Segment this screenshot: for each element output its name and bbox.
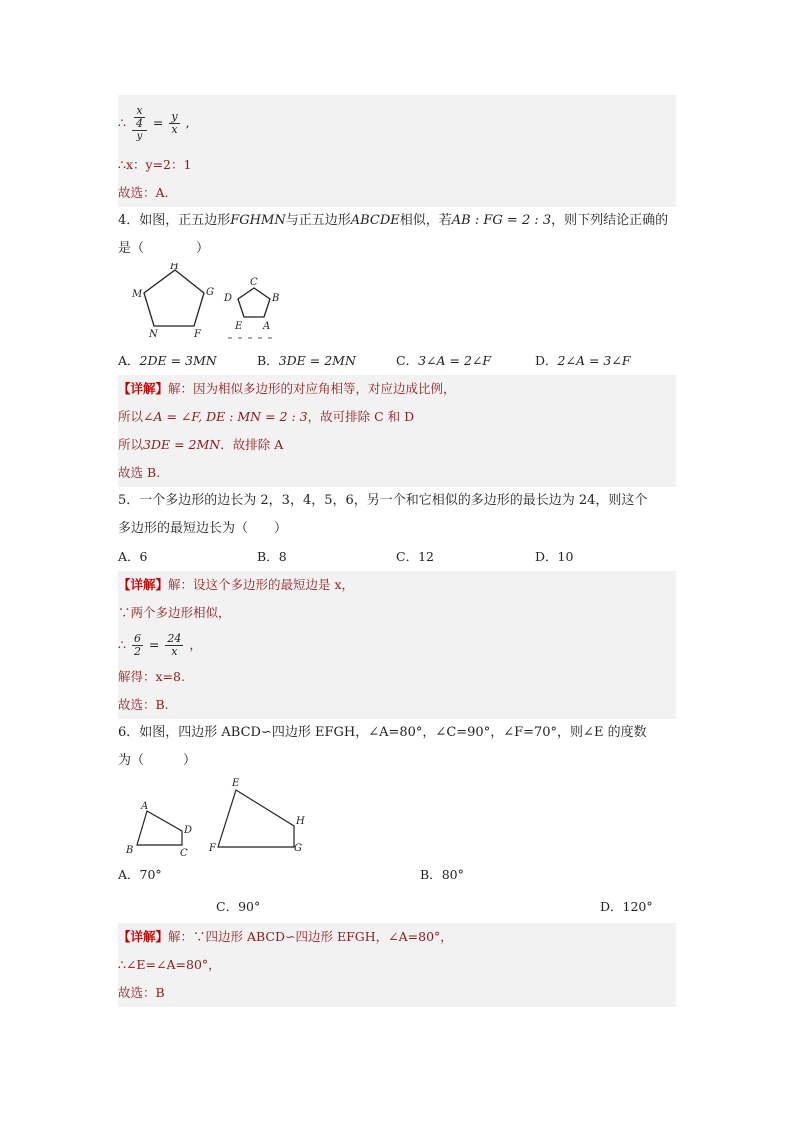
label-g: G: [206, 287, 214, 298]
outer-denominator: y: [136, 130, 143, 142]
label-g: G: [294, 843, 302, 854]
label-c: C: [250, 277, 258, 288]
ratio-math: AB : FG = 2 : 3: [451, 213, 552, 228]
label-d: D: [224, 293, 233, 304]
right-denominator: x: [171, 123, 178, 136]
label-e: E: [232, 778, 240, 789]
label-f: F: [209, 843, 216, 854]
q6-solution-line1: 【详解】解：∵四边形 ABCD∽四边形 EFGH，∠A=80°，: [118, 929, 453, 944]
proportion-left-fraction: $\frac{6}{2}$: [133, 632, 141, 658]
label-a: A: [141, 801, 149, 812]
label-h: H: [170, 263, 179, 272]
pentagon-fghmn-label: FGHMN: [230, 213, 286, 228]
q6-answer-line: 故选：B: [118, 985, 165, 1000]
detail-tag: 【详解】: [118, 577, 169, 592]
q5-solution-line1: 【详解】解：设这个多边形的最短边是 x，: [118, 577, 355, 592]
q6-solution-line2: ∴∠E=∠A=80°，: [118, 957, 221, 972]
comma: ,: [185, 115, 190, 130]
detail-tag: 【详解】: [118, 381, 169, 396]
q5-stem-line2: 多边形的最短边长为（ ）: [118, 521, 288, 536]
q6-solution-block: [118, 923, 676, 1007]
pentagon-abcde-label: ABCDE: [350, 213, 400, 228]
pentagon-fghmn: [144, 270, 204, 326]
q4-stem-line2: 是（ ）: [118, 241, 210, 256]
proportion-right-fraction: $\frac{24}{x}$: [167, 632, 182, 658]
label-h: H: [296, 816, 305, 827]
q5-solution-line2: ∵两个多边形相似，: [118, 605, 231, 620]
ratio-result-line: ∴x：y=2：1: [118, 157, 192, 172]
q5-answer-line: 故选：B.: [118, 697, 169, 712]
q4-solution-line3: 所以3DE = 2MN．故排除 A: [118, 437, 284, 452]
q5-option-a: A．6: [118, 549, 148, 564]
pentagons-diagram: [118, 263, 298, 347]
q4-option-a: A．2DE = 3MN: [118, 353, 217, 368]
q4-solution-block: [118, 375, 676, 487]
q5-option-c: C．12: [396, 549, 434, 564]
q6-option-d: D．120°: [600, 899, 653, 914]
document-page: [118, 95, 676, 1007]
label-f: F: [194, 329, 201, 340]
q4-solution-line1: 【详解】解：因为相似多边形的对应角相等，对应边成比例，: [118, 381, 456, 396]
right-numerator: y: [171, 110, 178, 123]
q5-option-d: D．10: [535, 549, 574, 564]
inner-denominator: 4: [135, 116, 143, 130]
q5-stem-line1: 5．一个多边形的边长为 2，3，4，5，6，另一个和它相似的多边形的最长边为 24，则这个: [118, 493, 648, 508]
label-a: A: [263, 321, 271, 332]
label-b: B: [126, 845, 134, 856]
inner-numerator: x: [134, 105, 145, 118]
equals-sign: =: [152, 115, 164, 130]
q6-option-a: A．70°: [118, 867, 162, 882]
q4-stem-line1: 4．如图，正五边形FGHMN与正五边形ABCDE相似，若AB : FG = 2 : 3，则下列结论正确的: [118, 213, 669, 228]
q4-options: [118, 347, 676, 375]
q5-options: [118, 543, 676, 571]
fraction-equation-line: [118, 95, 676, 151]
label-n: N: [149, 329, 158, 340]
q4-option-b: B．3DE = 2MN: [257, 353, 356, 368]
q5-option-b: B．8: [257, 549, 287, 564]
q6-quadrilateral-figure: [118, 775, 676, 861]
q5-solution-result: 解得：x=8.: [118, 669, 185, 684]
q6-stem-line2: 为（ ）: [118, 753, 197, 768]
q4-solution-line2: 所以∠A = ∠F, DE : MN = 2 : 3，故可排除 C 和 D: [118, 409, 415, 424]
detail-tag: 【详解】: [118, 929, 169, 944]
label-c: C: [180, 848, 188, 859]
label-e: E: [235, 321, 243, 332]
therefore-symbol: ∴: [118, 115, 126, 130]
q4-option-d: D．2∠A = 3∠F: [535, 353, 631, 368]
q4-pentagon-figure: [118, 263, 676, 347]
prev-solution-block: [118, 95, 676, 207]
q6-option-b: B．80°: [420, 867, 464, 882]
quadrilateral-efgh: [218, 790, 294, 847]
q5-proportion-line: ∴ $\frac{6}{2}$ = $\frac{24}{x}$ ，: [118, 632, 202, 658]
compound-fraction: [132, 105, 147, 143]
label-b: B: [272, 293, 280, 304]
quadrilaterals-diagram: [118, 775, 318, 861]
q6-options: [118, 861, 676, 923]
q4-answer-line: 故选 B.: [118, 465, 161, 480]
q5-solution-block: [118, 571, 676, 719]
label-m: M: [132, 289, 143, 300]
label-d: D: [184, 825, 193, 836]
quadrilateral-abcd: [137, 811, 182, 845]
answer-line: 故选：A.: [118, 185, 169, 200]
q4-option-c: C．3∠A = 2∠F: [396, 353, 492, 368]
pentagon-abcde: [238, 288, 270, 317]
inner-fraction: [132, 105, 147, 131]
right-fraction: [169, 111, 179, 136]
q6-stem-line1: 6．如图，四边形 ABCD∽四边形 EFGH，∠A=80°，∠C=90°，∠F=70°，则∠E 的度数: [118, 725, 647, 740]
q6-option-c: C．90°: [216, 899, 261, 914]
